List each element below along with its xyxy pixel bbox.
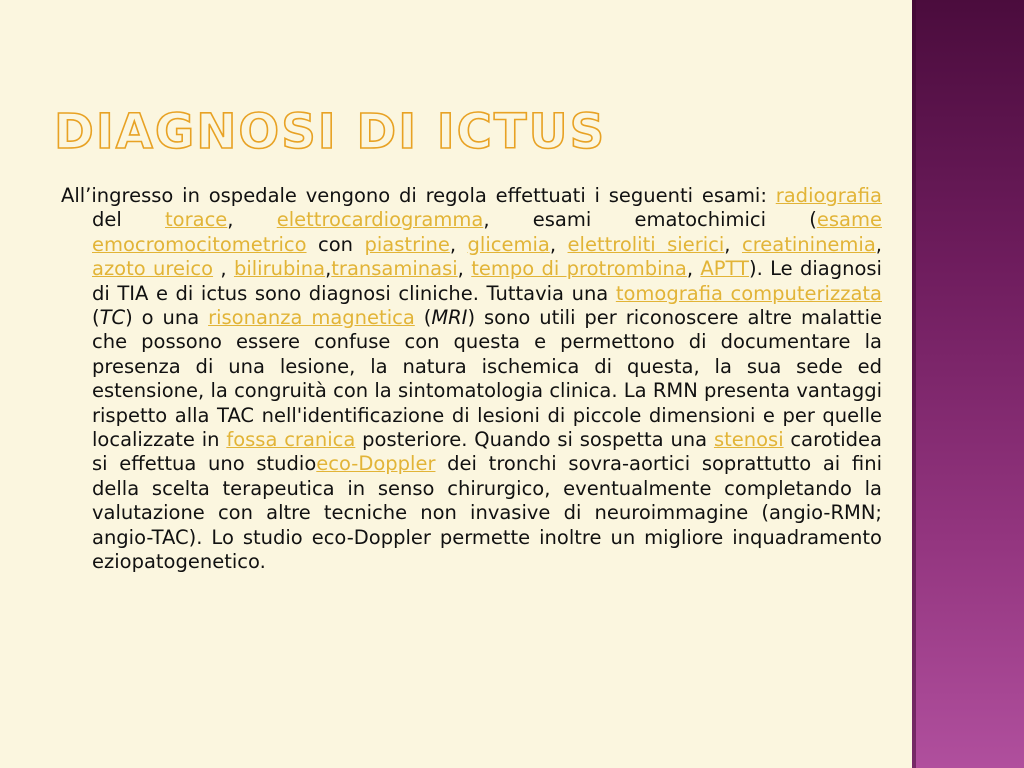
body-text-segment: del [92, 208, 166, 232]
body-text-segment: ) o una [125, 306, 209, 330]
link-fossa-cranica[interactable]: fossa cranica [226, 428, 356, 452]
decorative-sidebar [912, 0, 1024, 768]
body-text-segment: con [306, 232, 365, 256]
abbreviation-tc: TC [99, 306, 126, 330]
link-elettroliti-sierici[interactable]: elettroliti sierici [567, 232, 725, 256]
slide-title: DIAGNOSI DI ICTUS [54, 104, 607, 160]
link-torace[interactable]: torace [165, 208, 228, 232]
body-text-segment: , [724, 232, 742, 256]
link-azoto-ureico[interactable]: azoto ureico [92, 257, 214, 281]
body-text-segment: , [686, 257, 701, 281]
link-transaminasi[interactable]: transaminasi [331, 257, 458, 281]
link-elettrocardiogramma[interactable]: elettrocardiogramma [276, 208, 484, 232]
body-text-segment: ). Le diagnosi di TIA e di ictus sono diagnosi cliniche. Tuttavia una [92, 257, 882, 305]
body-text-segment: ) sono utili per riconoscere altre malattie che possono essere confuse con questa e permettono di documentare la presenza di una lesione, la natura ischemica di questa, la sua sede ed estensione, la congruità con la sintomatologia clinica. La RMN presenta vantaggi rispetto alla TAC nell'identificazione di lesioni di piccole dimensioni e per quelle localizzate in [92, 306, 882, 452]
link-tomografia-computerizzata[interactable]: tomografia computerizzata [615, 281, 882, 305]
link-esame-emocromocitometrico[interactable]: esame emocromocitometrico [92, 208, 882, 256]
body-text-segment: ( [92, 306, 100, 330]
body-text-segment: , [875, 232, 882, 256]
body-text-segment: carotidea si effettua uno studio [92, 428, 883, 476]
body-text-segment: dei tronchi sovra-aortici soprattutto ai fini della scelta terapeutica in senso chirurgico, eventualmente completando la valutazione con altre tecniche non invasive di neuroimmagine (angio-RMN; angio-TAC). Lo studio eco-Doppler permette inoltre un migliore inquadramento eziopatogenetico. [92, 452, 882, 574]
link-creatininemia[interactable]: creatininemia [741, 232, 876, 256]
body-paragraph [61, 184, 882, 575]
body-text-segment: , [457, 257, 472, 281]
abbreviation-mri: MRI [431, 306, 468, 330]
body-text-segment: , [227, 208, 277, 232]
link-radiografia[interactable]: radiografia [775, 184, 882, 207]
body-text-segment: All’ingresso in ospedale vengono di regola effettuati i seguenti esami: [61, 184, 776, 207]
body-text-segment: , esami ematochimici ( [483, 208, 817, 232]
link-aptt[interactable]: APTT [700, 257, 749, 281]
link-eco-doppler[interactable]: eco-Doppler [316, 452, 436, 476]
link-bilirubina[interactable]: bilirubina [233, 257, 326, 281]
link-piastrine[interactable]: piastrine [364, 232, 450, 256]
link-tempo-di-protrombina[interactable]: tempo di protrombina [471, 257, 687, 281]
body-text-segment: posteriore. Quando si sospetta una [355, 428, 714, 452]
body-text-segment: , [325, 257, 332, 281]
link-risonanza-magnetica[interactable]: risonanza magnetica [208, 306, 415, 330]
link-glicemia[interactable]: glicemia [467, 232, 550, 256]
link-stenosi[interactable]: stenosi [713, 428, 784, 452]
body-text-segment: , [449, 232, 468, 256]
body-text-segment: , [213, 257, 234, 281]
body-text-segment: ( [414, 306, 432, 330]
body-text-segment: , [549, 232, 568, 256]
